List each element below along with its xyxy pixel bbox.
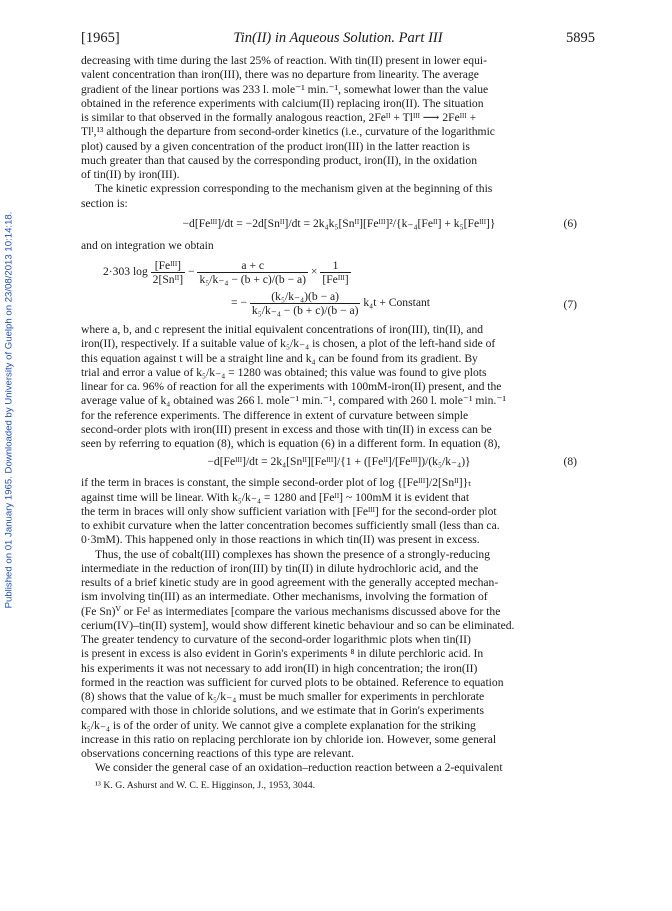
equation-7-minus: − bbox=[187, 265, 195, 279]
text-line: Thus, the use of cobalt(III) complexes has shown the presence of a strongly-reducing bbox=[95, 547, 491, 561]
text-line: for the reference experiments. The difference in extent of curvature between simple bbox=[81, 408, 469, 422]
fraction-denominator: [Feᴵᴵᴵ] bbox=[322, 273, 349, 286]
text-line: if the term in braces is constant, the simple second-order plot of log {[Feᴵᴵᴵ]/2[Snᴵᴵ]}ₜ bbox=[81, 476, 472, 490]
running-header bbox=[81, 30, 595, 48]
text-line: decreasing with time during the last 25% of reaction. With tin(II) present in lower equi- bbox=[81, 54, 487, 67]
equation-7-line-1 bbox=[103, 259, 597, 286]
text-line: (Fe Sn)ⱽ or Feᴵ as intermediates [compare the various mechanisms discussed above for the bbox=[81, 604, 501, 618]
text-line: results of a brief kinetic study are in good agreement with the generally accepted mechan- bbox=[81, 576, 499, 589]
equation-7 bbox=[81, 259, 597, 317]
text-line: compared with those in chloride solutions, and we estimate that in Gorin's experiments bbox=[81, 704, 484, 718]
fraction-rate-term bbox=[197, 259, 308, 286]
header-title: Tin(II) in Aqueous Solution. Part III bbox=[233, 30, 443, 46]
equation-7-equals: = − bbox=[231, 296, 247, 310]
paragraph-5 bbox=[81, 548, 597, 762]
text-line: average value of k₄ obtained was 266 l. mole⁻¹ min.⁻¹, compared with 260 l. mole⁻¹ min.⁻¹ bbox=[81, 394, 506, 408]
download-watermark-text: Published on 01 January 1965. Downloaded by University of Guelph on 23/08/2013 10:14:18. bbox=[3, 211, 15, 609]
text-line: plot) caused by a given concentration of the product iron(III) in the latter reaction is bbox=[81, 139, 470, 153]
fraction-denominator: 2[Snᴵᴵ] bbox=[152, 273, 184, 286]
equation-8-body: −d[Feᴵᴵᴵ]/dt = 2k₄[Snᴵᴵ][Feᴵᴵᴵ]/{1 + ([Feᴵᴵ]/[Feᴵᴵᴵ])/(k₅/k₋₄)} bbox=[207, 455, 471, 469]
text-line: his experiments it was not necessary to add iron(II) in high concentration; the iron(II) bbox=[81, 661, 478, 675]
text-line: observations concerning reactions of this type are relevant. bbox=[81, 747, 354, 760]
text-line: to exhibit curvature when the latter concentration becomes sufficiently small (less than ca. bbox=[81, 519, 500, 532]
text-line: The kinetic expression corresponding to the mechanism given at the beginning of this bbox=[95, 182, 493, 196]
text-line: of tin(II) by iron(III). bbox=[81, 168, 180, 181]
fraction-numerator: a + c bbox=[197, 259, 308, 273]
text-line: this equation against t will be a straight line and k₄ can be found from its gradient. By bbox=[81, 351, 478, 365]
paragraph-3 bbox=[81, 323, 597, 451]
fraction-fe-over-sn bbox=[151, 259, 185, 286]
text-line: is present in excess is also evident in Gorin's experiments ⁸ in dilute perchloric acid. In bbox=[81, 647, 484, 661]
fraction-reciprocal-fe bbox=[320, 259, 350, 286]
equation-7-line-2 bbox=[103, 290, 597, 317]
text-line: seen by referring to equation (8), which is equation (6) in a different form. In equation (8), bbox=[81, 437, 501, 450]
footnote: ¹³ K. G. Ashurst and W. C. E. Higginson, J., 1953, 3044. bbox=[95, 779, 316, 791]
equation-8 bbox=[81, 455, 597, 473]
equation-7-tail: k₄t + Constant bbox=[363, 296, 430, 310]
header-page-number: 5895 bbox=[566, 30, 595, 46]
article-body bbox=[81, 54, 597, 793]
paragraph-2 bbox=[81, 182, 597, 211]
equation-6-body: −d[Feᴵᴵᴵ]/dt = −2d[Snᴵᴵ]/dt = 2k₄k₅[Snᴵᴵ][Feᴵᴵᴵ]²/{k₋₄[Feᴵᴵ] + k₅[Feᴵᴵᴵ]} bbox=[182, 216, 496, 230]
text-line: much greater than that caused by the corresponding product, iron(II), in the oxidation bbox=[81, 153, 477, 167]
text-line: where a, b, and c represent the initial equivalent concentrations of iron(III), tin(II), and bbox=[81, 323, 484, 336]
paragraph-1 bbox=[81, 54, 597, 182]
text-line: obtained in the reference experiments with calcium(II) replacing iron(II). The situation bbox=[81, 96, 484, 110]
text-line: ism involving tin(III) as an intermediate. Other mechanisms, involving the formation of bbox=[81, 590, 488, 604]
equation-8-number: (8) bbox=[563, 455, 577, 469]
text-line: We consider the general case of an oxidation–reduction reaction between a 2-equivalent bbox=[95, 761, 503, 775]
fraction-constant-term bbox=[250, 290, 361, 317]
text-line: trial and error a value of k₅/k₋₄ = 1280 was obtained; this value was found to give plots bbox=[81, 365, 487, 379]
equation-7-number: (7) bbox=[563, 298, 577, 311]
fraction-denominator: k₅/k₋₄ − (b + c)/(b − a) bbox=[199, 273, 307, 286]
download-watermark bbox=[2, 150, 16, 670]
text-line: second-order plots with iron(III) present in excess and those with tin(II) in excess can be bbox=[81, 422, 492, 436]
text-line: intermediate in the reduction of iron(III) by tin(II) in dilute hydrochloric acid, and the bbox=[81, 561, 479, 575]
text-line: is similar to that observed in the formally analogous reaction, 2Feᴵᴵ + Tlᴵᴵᴵ ⟶ 2Feᴵᴵᴵ + bbox=[81, 111, 477, 124]
text-line: (8) shows that the value of k₅/k₋₄ must be much smaller for experiments in perchlorate bbox=[81, 690, 485, 703]
text-line: 0·3mM). This happened only in those reactions in which tin(II) was present in excess. bbox=[81, 533, 480, 547]
text-line: Tlᴵ,¹³ although the departure from second-order kinetics (i.e., curvature of the logarithmic bbox=[81, 125, 495, 139]
header-year: [1965] bbox=[81, 30, 120, 46]
text-line: increase in this ratio on replacing perchlorate ion by chloride ion. However, some general bbox=[81, 732, 497, 746]
text-line: gradient of the linear portions was 233 l. mole⁻¹ min.⁻¹, somewhat lower than the value bbox=[81, 82, 489, 96]
text-line: against time will be linear. With k₅/k₋₄ = 1280 and [Feᴵᴵ] ~ 100mM it is evident that bbox=[81, 490, 470, 504]
equation-6-number: (6) bbox=[563, 216, 577, 230]
integration-line bbox=[81, 239, 597, 253]
paragraph-6 bbox=[81, 761, 597, 775]
text-line: and on integration we obtain bbox=[81, 238, 214, 252]
text-line: linear for ca. 96% of reaction for all the experiments with 100mM-iron(II) present, and the bbox=[81, 380, 502, 393]
equation-7-times: × bbox=[310, 265, 318, 279]
text-line: the term in braces will only show sufficient variation with [Feᴵᴵᴵ] for the second-order plot bbox=[81, 504, 497, 518]
text-line: iron(II), respectively. If a suitable value of k₅/k₋₄ is chosen, a plot of the left-hand side of bbox=[81, 337, 496, 351]
fraction-numerator: (k₅/k₋₄)(b − a) bbox=[250, 290, 361, 304]
equation-6 bbox=[81, 217, 597, 235]
paragraph-4 bbox=[81, 476, 597, 547]
text-line: formed in the reaction was sufficient for curved plots to be obtained. Reference to equation bbox=[81, 675, 504, 689]
fraction-denominator: k₅/k₋₄ − (b + c)/(b − a) bbox=[251, 304, 359, 317]
text-line: k₅/k₋₄ is of the order of unity. We cannot give a complete explanation for the striking bbox=[81, 718, 476, 732]
text-line: cerium(IV)–tin(II) system], would show different kinetic behaviour and so can be eliminated. bbox=[81, 618, 515, 632]
text-line: section is: bbox=[81, 196, 128, 210]
fraction-numerator: 1 bbox=[320, 259, 350, 273]
text-line: valent concentration than iron(III), there was no departure from linearity. The average bbox=[81, 68, 479, 82]
fraction-numerator: [Feᴵᴵᴵ] bbox=[151, 259, 185, 273]
text-line: The greater tendency to curvature of the second-order logarithmic plots when tin(II) bbox=[81, 633, 471, 646]
equation-7-lhs: 2·303 log bbox=[103, 265, 148, 279]
